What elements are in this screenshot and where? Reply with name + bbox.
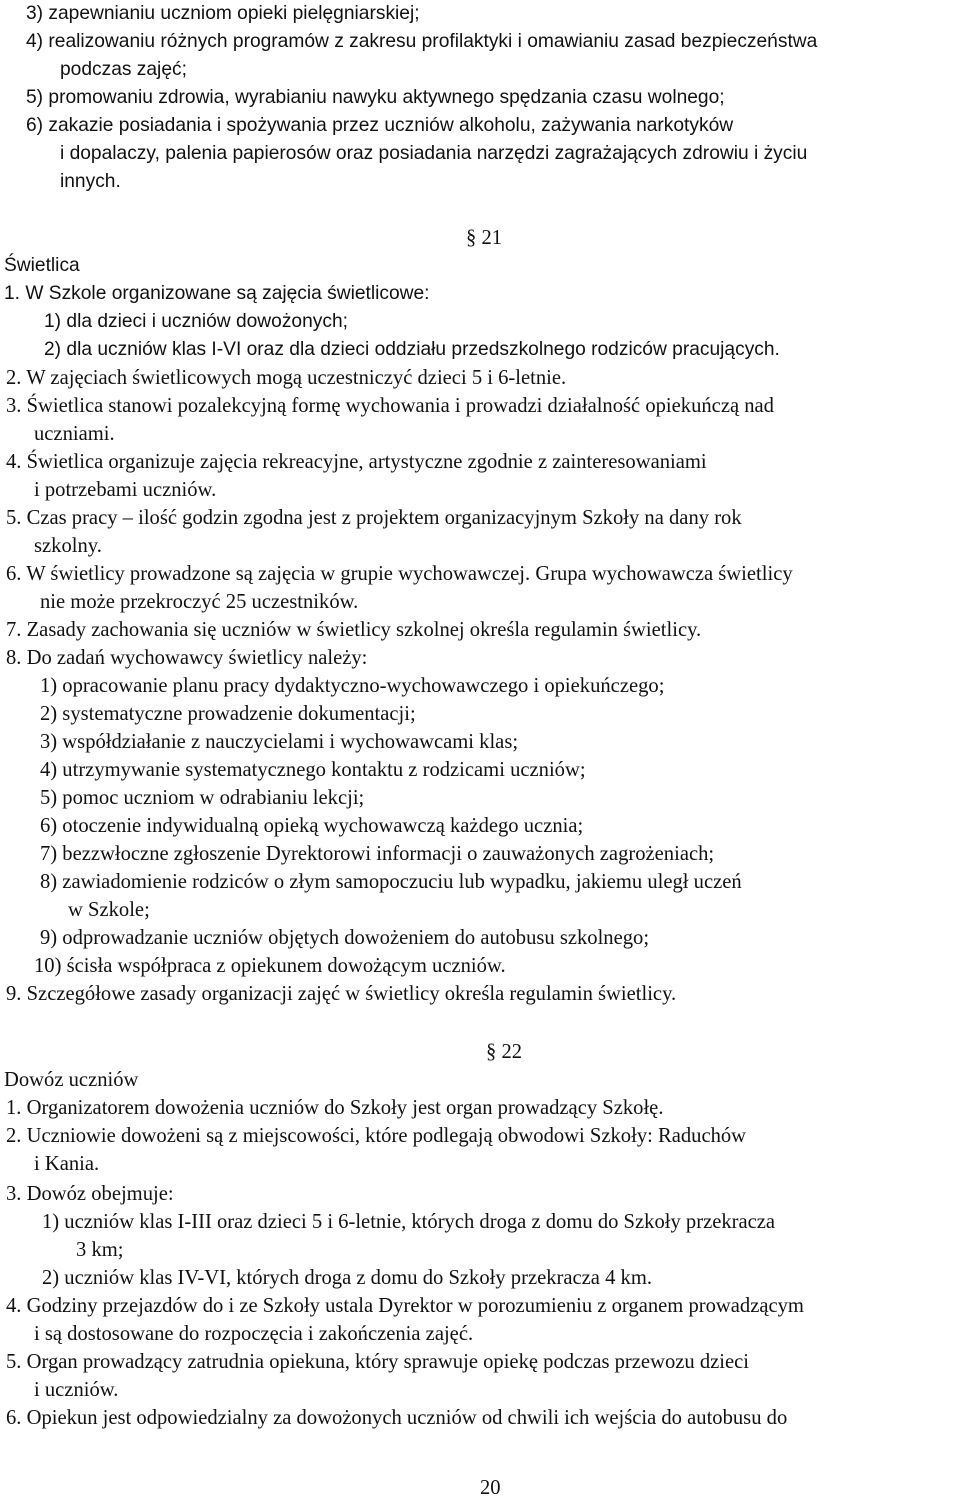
- list-item: 3) zapewnianiu uczniom opieki pielęgniarskiej;: [26, 3, 420, 24]
- list-item: 2) systematyczne prowadzenie dokumentacji;: [40, 703, 416, 725]
- list-item: 3) współdziałanie z nauczycielami i wychowawcami klas;: [40, 731, 519, 753]
- paragraph: 2. W zajęciach świetlicowych mogą uczestniczyć dzieci 5 i 6-letnie.: [6, 367, 567, 389]
- list-item: 9) odprowadzanie uczniów objętych dowożeniem do autobusu szkolnego;: [40, 927, 650, 949]
- paragraph-continuation: szkolny.: [34, 535, 102, 557]
- section-heading: § 22: [486, 1041, 523, 1063]
- list-item-continuation: 3 km;: [76, 1239, 124, 1261]
- list-item: 1) uczniów klas I-III oraz dzieci 5 i 6-letnie, których droga z domu do Szkoły przekracza: [42, 1211, 776, 1233]
- paragraph: 7. Zasady zachowania się uczniów w świetlicy szkolnej określa regulamin świetlicy.: [6, 619, 702, 641]
- paragraph-continuation: i uczniów.: [34, 1379, 119, 1401]
- paragraph-continuation: uczniami.: [34, 423, 115, 445]
- paragraph: 4. Godziny przejazdów do i ze Szkoły ustala Dyrektor w porozumieniu z organem prowadzącym: [6, 1295, 804, 1317]
- list-item: 8) zawiadomienie rodziców o złym samopoczuciu lub wypadku, jakiemu uległ uczeń: [40, 871, 742, 893]
- list-item: 1) opracowanie planu pracy dydaktyczno-wychowawczego i opiekuńczego;: [40, 675, 665, 697]
- paragraph: 8. Do zadań wychowawcy świetlicy należy:: [6, 647, 368, 669]
- list-item: 4) utrzymywanie systematycznego kontaktu z rodzicami uczniów;: [40, 759, 586, 781]
- paragraph: 5. Organ prowadzący zatrudnia opiekuna, który sprawuje opiekę podczas przewozu dzieci: [6, 1351, 749, 1373]
- section-title: Świetlica: [4, 255, 80, 276]
- list-item: 5) pomoc uczniom w odrabianiu lekcji;: [40, 787, 365, 809]
- paragraph: 1. Organizatorem dowożenia uczniów do Szkoły jest organ prowadzący Szkołę.: [6, 1097, 664, 1119]
- list-item: 6) zakazie posiadania i spożywania przez uczniów alkoholu, zażywania narkotyków: [26, 115, 734, 136]
- list-item-continuation: innych.: [60, 171, 121, 192]
- list-item: 10) ścisła współpraca z opiekunem dowożącym uczniów.: [34, 955, 506, 977]
- list-item: 6) otoczenie indywidualną opieką wychowawczą każdego ucznia;: [40, 815, 584, 837]
- list-item: 2) dla uczniów klas I-VI oraz dla dzieci oddziału przedszkolnego rodziców pracujących.: [44, 339, 780, 360]
- paragraph: 5. Czas pracy – ilość godzin zgodna jest z projektem organizacyjnym Szkoły na dany rok: [6, 507, 742, 529]
- paragraph: 9. Szczegółowe zasady organizacji zajęć w świetlicy określa regulamin świetlicy.: [6, 983, 677, 1005]
- paragraph-continuation: i są dostosowane do rozpoczęcia i zakończenia zajęć.: [34, 1323, 474, 1345]
- list-item-continuation: i dopalaczy, palenia papierosów oraz posiadania narzędzi zagrażających zdrowiu i życiu: [60, 143, 808, 164]
- list-item: 2) uczniów klas IV-VI, których droga z domu do Szkoły przekracza 4 km.: [42, 1267, 653, 1289]
- list-item-continuation: podczas zajęć;: [60, 59, 187, 80]
- list-item: 4) realizowaniu różnych programów z zakresu profilaktyki i omawianiu zasad bezpieczeństwa: [26, 31, 818, 52]
- paragraph: 6. W świetlicy prowadzone są zajęcia w grupie wychowawczej. Grupa wychowawcza świetlicy: [6, 563, 793, 585]
- list-item: 1) dla dzieci i uczniów dowożonych;: [44, 311, 348, 332]
- list-item: 7) bezzwłoczne zgłoszenie Dyrektorowi informacji o zauważonych zagrożeniach;: [40, 843, 715, 865]
- paragraph-continuation: nie może przekroczyć 25 uczestników.: [40, 591, 359, 613]
- section-heading: § 21: [466, 227, 503, 249]
- paragraph: 3. Świetlica stanowi pozalekcyjną formę wychowania i prowadzi działalność opiekuńczą nad: [6, 395, 774, 417]
- paragraph: 3. Dowóz obejmuje:: [6, 1183, 174, 1205]
- page-number: 20: [480, 1477, 501, 1499]
- paragraph: 4. Świetlica organizuje zajęcia rekreacyjne, artystyczne zgodnie z zainteresowaniami: [6, 451, 707, 473]
- list-item: 5) promowaniu zdrowia, wyrabianiu nawyku aktywnego spędzania czasu wolnego;: [26, 87, 725, 108]
- list-item-continuation: w Szkole;: [68, 899, 150, 921]
- paragraph-continuation: i Kania.: [34, 1153, 100, 1175]
- paragraph-continuation: i potrzebami uczniów.: [34, 479, 217, 501]
- paragraph: 6. Opiekun jest odpowiedzialny za dowożonych uczniów od chwili ich wejścia do autobusu do: [6, 1407, 788, 1429]
- paragraph: 2. Uczniowie dowożeni są z miejscowości, które podlegają obwodowi Szkoły: Raduchów: [6, 1125, 747, 1147]
- paragraph: 1. W Szkole organizowane są zajęcia świetlicowe:: [4, 283, 430, 304]
- section-title: Dowóz uczniów: [4, 1069, 139, 1091]
